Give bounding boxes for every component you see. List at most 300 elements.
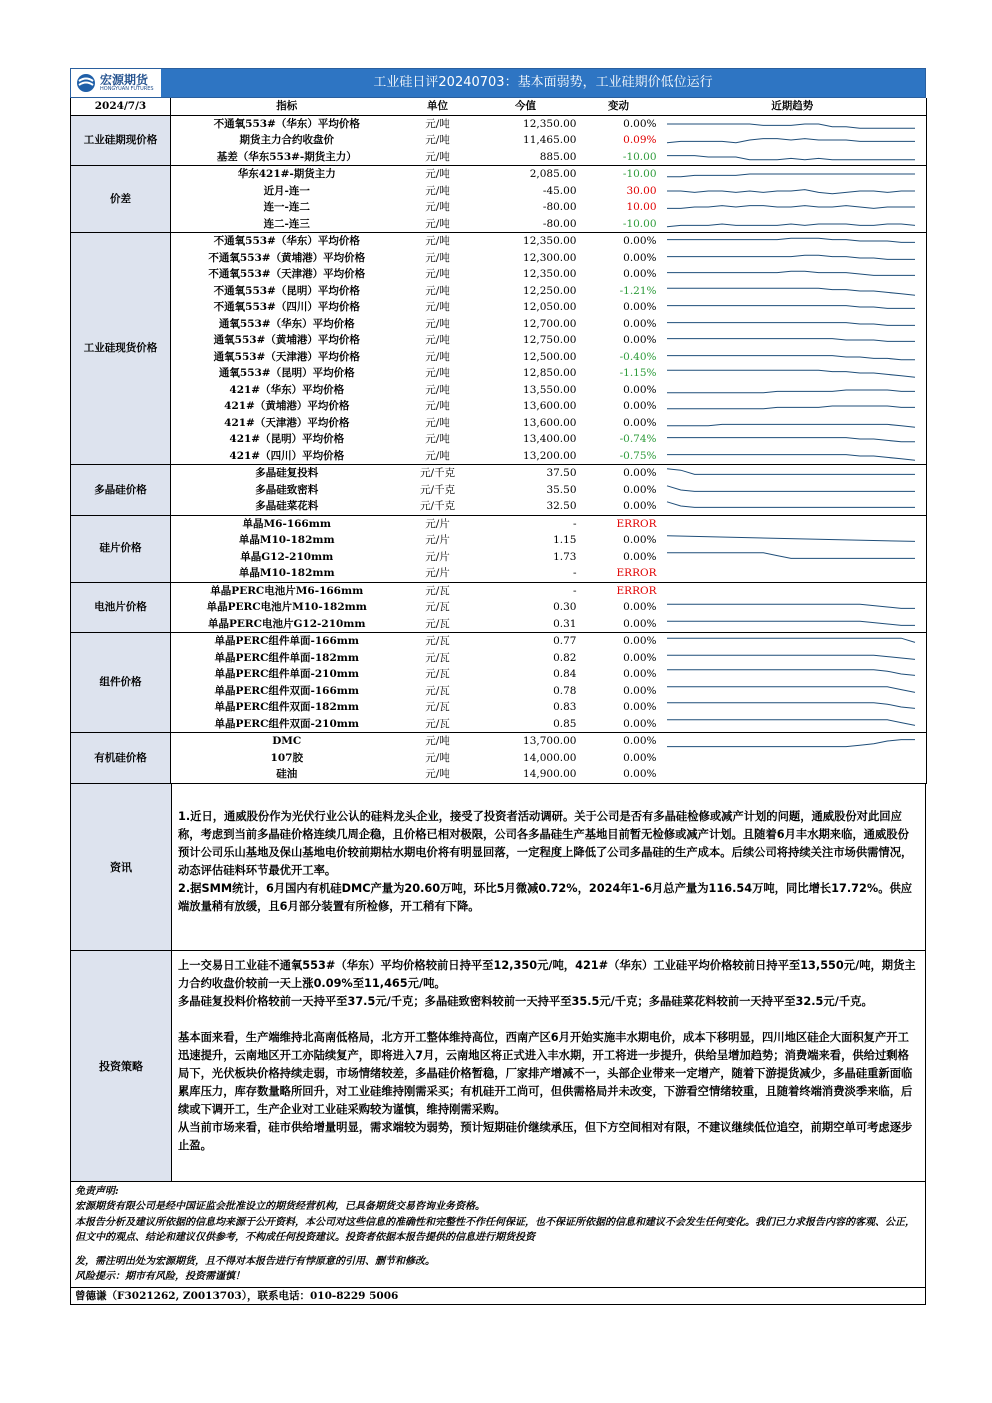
table-row: [71, 349, 927, 366]
indicator-name: 通氧553#（黄埔港）平均价格: [213, 334, 360, 346]
table-row: [71, 365, 927, 382]
sparkline-path: [667, 670, 915, 676]
table-row: [71, 316, 927, 333]
unit-cell: 元/千克: [403, 465, 473, 482]
table-row: [71, 398, 927, 415]
sparkline-path: [667, 322, 915, 325]
sparkline-svg: [659, 565, 923, 581]
sparkline-path: [667, 469, 915, 475]
unit-cell: 元/吨: [425, 350, 450, 363]
table-row: [71, 115, 927, 132]
table-row: [71, 582, 927, 599]
sparkline-path: [667, 124, 915, 128]
indicator-name: 不通氧553#（华东）平均价格: [171, 233, 403, 250]
sparkline-svg: [659, 616, 923, 632]
trend-sparkline: [659, 250, 927, 267]
indicator-name: 近月-连一: [263, 184, 310, 197]
indicator-name: 单晶M10-182mm: [238, 534, 335, 546]
unit-cell: 元/瓦: [425, 668, 450, 680]
trend-sparkline: [659, 716, 927, 733]
sparkline-svg: [659, 266, 923, 282]
sparkline-svg: [659, 633, 923, 649]
category-label: 组件价格: [71, 633, 171, 733]
indicator-name: 多晶硅致密料: [255, 483, 319, 496]
change-cell: 0.00%: [623, 400, 657, 412]
unit-cell: 元/吨: [425, 433, 450, 445]
report-title: 工业硅日评20240703：基本面弱势，工业硅期价低位运行: [373, 75, 713, 90]
sparkline-path: [667, 604, 915, 608]
value-cell: 12,700.00: [523, 317, 577, 330]
indicator-name: 华东421#-期货主力: [171, 166, 403, 183]
table-row: [71, 482, 927, 499]
unit-cell: 元/吨: [425, 383, 450, 396]
trend-sparkline: [659, 233, 927, 250]
value-cell: 12,350.00: [523, 268, 577, 280]
change-cell: -10.00: [622, 150, 657, 163]
sparkline-svg: [659, 132, 923, 148]
value-cell: 12,850.00: [523, 367, 577, 379]
sparkline-path: [667, 536, 915, 542]
trend-sparkline: [659, 332, 927, 349]
table-row: [71, 332, 927, 349]
value-cell: 0.30: [553, 601, 577, 613]
change-cell: 0.00%: [623, 251, 657, 264]
table-row: [71, 633, 927, 650]
value-cell: -: [473, 582, 579, 599]
table-row: [71, 599, 927, 616]
unit-cell: 元/瓦: [425, 717, 450, 730]
change-cell: -1.21%: [619, 284, 657, 297]
sparkline-svg: [659, 365, 923, 381]
news-paragraph-2: 2.据SMM统计，6月国内有机硅DMC产量为20.60万吨，环比5月微减0.72%，2024年1-6月总产量为116.54万吨，同比增长17.72%。供应端放量稍有放缓，且6月部分装置有所检修，开工稍有下降。: [178, 881, 913, 913]
change-cell: ERROR: [616, 567, 657, 579]
trend-sparkline: [659, 699, 927, 716]
trend-sparkline: [659, 216, 927, 233]
sparkline-svg: [659, 532, 923, 548]
col-change: 变动: [579, 98, 659, 115]
unit-cell: 元/千克: [419, 483, 456, 496]
value-cell: 12,350.00: [473, 115, 579, 132]
news-label: 资讯: [71, 784, 172, 950]
value-cell: 13,600.00: [523, 400, 577, 412]
sparkline-path: [667, 687, 915, 693]
trend-sparkline: [659, 199, 927, 216]
sparkline-path: [667, 438, 915, 442]
trend-sparkline: [659, 565, 927, 582]
value-cell: 1.15: [553, 534, 577, 546]
strategy-paragraph-3: 基本面来看，生产端维持北高南低格局，北方开工整体维持高位，西南产区6月开始实施丰水期电价，成本下移明显，四川地区硅企大面积复产开工迅速提升，云南地区开工亦陆续复产，即将进入7月，云南地区将正式进入丰水期，开工将进一步提升，供给呈增加趋势；消费端来看，供给过剩格局下，光伏板块价格持续走弱，市场情绪较差，多晶硅价格暂稳，厂家排产增减不一，头部企业带来一定增产，随着下游提货减少，多晶硅重新面临累库压力，库存数量略所回升，对工业硅维持刚需采买；有机硅开工尚可，但供需格局并未改变，下游看空情绪较重，且随着终端消费淡季来临，后续或下调开工，生产企业对工业硅采购较为谨慎，维持刚需采购。: [178, 1030, 913, 1116]
sparkline-svg: [659, 382, 923, 398]
table-row: [71, 448, 927, 465]
strategy-body: [172, 951, 925, 1181]
logo-text: 宏源期货: [100, 73, 149, 87]
indicator-name: 单晶M6-166mm: [171, 515, 403, 532]
sparkline-svg: [659, 166, 923, 182]
change-cell: 0.00%: [579, 465, 659, 482]
trend-sparkline: [659, 532, 927, 549]
strategy-spacer: [178, 1011, 919, 1029]
unit-cell: 元/吨: [425, 251, 450, 264]
change-cell: 0.00%: [623, 751, 657, 764]
change-cell: 0.00%: [623, 317, 657, 330]
indicator-name: 多晶硅复投料: [171, 465, 403, 482]
change-cell: 0.00%: [623, 550, 657, 563]
indicator-name: 单晶PERC组件双面-166mm: [214, 684, 359, 697]
trend-sparkline: [659, 349, 927, 366]
change-cell: 0.00%: [579, 633, 659, 650]
sparkline-path: [667, 206, 915, 209]
trend-sparkline: [659, 582, 927, 599]
trend-sparkline: [659, 549, 927, 566]
trend-sparkline: [659, 599, 927, 616]
change-cell: 0.00%: [623, 500, 657, 512]
indicator-name: 107胶: [270, 751, 303, 764]
sparkline-path: [667, 255, 915, 259]
indicator-name: 单晶PERC组件双面-182mm: [214, 701, 359, 713]
value-cell: 13,200.00: [523, 449, 577, 462]
indicator-name: 单晶PERC组件单面-166mm: [171, 633, 403, 650]
report-header: [70, 68, 926, 98]
change-cell: 0.00%: [623, 701, 657, 713]
sparkline-path: [667, 189, 915, 193]
value-cell: 0.84: [553, 668, 577, 680]
trend-sparkline: [659, 415, 927, 432]
sparkline-path: [667, 655, 915, 659]
unit-cell: 元/千克: [419, 500, 456, 512]
indicator-name: 421#（黄埔港）平均价格: [224, 400, 350, 412]
change-cell: 0.00%: [623, 617, 657, 630]
unit-cell: 元/片: [425, 567, 450, 579]
table-row: [71, 149, 927, 166]
strategy-label: 投资策略: [71, 951, 172, 1181]
indicator-name: 不通氧553#（黄埔港）平均价格: [208, 251, 366, 264]
trend-sparkline: [659, 448, 927, 465]
value-cell: 13,600.00: [523, 416, 577, 429]
value-cell: 13,700.00: [473, 733, 579, 750]
change-cell: ERROR: [579, 582, 659, 599]
sparkline-path: [667, 238, 915, 242]
category-label: 工业硅期现价格: [71, 115, 171, 166]
sparkline-svg: [659, 716, 923, 732]
trend-sparkline: [659, 750, 927, 767]
table-row: [71, 766, 927, 783]
table-row: [71, 750, 927, 767]
unit-cell: 元/吨: [425, 400, 450, 412]
unit-cell: 元/吨: [425, 217, 450, 230]
unit-cell: 元/片: [403, 515, 473, 532]
unit-cell: 元/吨: [403, 766, 473, 783]
unit-cell: 元/吨: [425, 317, 450, 330]
sparkline-svg: [659, 516, 923, 532]
col-indicator: 指标: [171, 98, 403, 115]
sparkline-path: [667, 355, 915, 359]
change-cell: -0.40%: [619, 350, 657, 363]
table-row: [71, 283, 927, 300]
value-cell: 0.82: [553, 651, 577, 664]
table-row: [71, 216, 927, 233]
value-cell: 14,900.00: [473, 766, 579, 783]
indicator-name: 单晶PERC电池片M10-182mm: [206, 601, 367, 613]
change-cell: 0.00%: [623, 534, 657, 546]
value-cell: 12,300.00: [523, 251, 577, 264]
table-row: [71, 465, 927, 482]
value-cell: 37.50: [473, 465, 579, 482]
value-cell: -: [572, 567, 577, 579]
table-row: [71, 250, 927, 267]
table-row: [71, 431, 927, 448]
sparkline-path: [667, 288, 915, 295]
trend-sparkline: [659, 365, 927, 382]
sparkline-svg: [659, 498, 923, 514]
unit-cell: 元/片: [425, 534, 450, 546]
indicator-name: 不通氧553#（四川）平均价格: [213, 301, 360, 313]
change-cell: 0.00%: [623, 301, 657, 313]
category-label: 多晶硅价格: [71, 465, 171, 516]
disclaimer-line-3: 发，需注明出处为宏源期货，且不得对本报告进行有悖原意的引用、删节和修改。: [75, 1255, 435, 1267]
value-cell: 14,000.00: [523, 751, 577, 764]
sparkline-svg: [659, 299, 923, 315]
trend-sparkline: [659, 316, 927, 333]
col-trend: 近期趋势: [659, 98, 927, 115]
report-page: [70, 68, 926, 1305]
sparkline-path: [667, 155, 915, 159]
change-cell: 0.00%: [623, 483, 657, 496]
unit-cell: 元/吨: [425, 416, 450, 429]
sparkline-path: [667, 638, 915, 642]
indicator-name: 421#（天津港）平均价格: [224, 416, 350, 429]
sparkline-svg: [659, 349, 923, 365]
change-cell: 0.09%: [623, 134, 657, 146]
unit-cell: 元/瓦: [425, 601, 450, 613]
indicator-name: 单晶PERC组件单面-210mm: [214, 668, 359, 680]
table-row: [71, 166, 927, 183]
trend-sparkline: [659, 166, 927, 183]
sparkline-svg: [659, 766, 923, 782]
category-label: 工业硅现货价格: [71, 233, 171, 465]
trend-sparkline: [659, 149, 927, 166]
change-cell: ERROR: [579, 515, 659, 532]
indicator-name: 多晶硅菜花料: [255, 500, 319, 512]
change-cell: -1.15%: [619, 367, 657, 379]
strategy-section: [70, 951, 926, 1182]
trend-sparkline: [659, 382, 927, 399]
sparkline-path: [667, 339, 915, 342]
unit-cell: 元/吨: [425, 134, 450, 146]
value-cell: 12,750.00: [523, 334, 577, 346]
indicator-name: 期货主力合约收盘价: [239, 134, 334, 146]
indicator-name: 单晶PERC组件双面-210mm: [214, 717, 359, 730]
strategy-paragraph-4: 从当前市场来看，硅市供给增量明显，需求端较为弱势，预计短期硅价继续承压，但下方空间相对有限，不建议继续低位追空，前期空单可考虑逐步止盈。: [178, 1120, 913, 1152]
indicator-name: 不通氧553#（昆明）平均价格: [213, 284, 360, 297]
value-cell: 13,550.00: [523, 383, 577, 396]
unit-cell: 元/吨: [425, 201, 450, 213]
sparkline-path: [667, 139, 915, 143]
sparkline-svg: [659, 733, 923, 749]
col-unit: 单位: [403, 98, 473, 115]
trend-sparkline: [659, 482, 927, 499]
table-row: [71, 498, 927, 515]
indicator-name: 通氧553#（昆明）平均价格: [218, 367, 355, 379]
table-row: [71, 183, 927, 200]
indicator-name: 421#（华东）平均价格: [229, 383, 345, 396]
trend-sparkline: [659, 398, 927, 415]
trend-sparkline: [659, 283, 927, 300]
indicator-name: 连一-连二: [263, 201, 310, 213]
price-table: [70, 98, 927, 784]
change-cell: 0.00%: [579, 733, 659, 750]
change-cell: 0.00%: [623, 416, 657, 429]
unit-cell: 元/吨: [425, 751, 450, 764]
sparkline-svg: [659, 750, 923, 766]
value-cell: 12,050.00: [523, 301, 577, 313]
change-cell: 0.00%: [623, 383, 657, 396]
hongyuan-logo-icon: [75, 73, 97, 93]
sparkline-svg: [659, 283, 923, 299]
news-section: [70, 784, 926, 951]
sparkline-path: [667, 390, 915, 393]
sparkline-svg: [659, 482, 923, 498]
sparkline-svg: [659, 398, 923, 414]
change-cell: -0.74%: [619, 433, 657, 445]
strategy-paragraph-1: 上一交易日工业硅不通氧553#（华东）平均价格较前日持平至12,350元/吨，421#（华东）工业硅平均价格较前日持平至13,550元/吨，期货主力合约收盘价较前一天上涨0.09%至11,465元/吨。: [178, 958, 916, 990]
trend-sparkline: [659, 431, 927, 448]
sparkline-svg: [659, 650, 923, 666]
table-row: [71, 650, 927, 667]
indicator-name: 硅油: [171, 766, 403, 783]
unit-cell: 元/吨: [425, 334, 450, 346]
category-label: 电池片价格: [71, 582, 171, 633]
disclaimer-line-2: 本报告分析及建议所依据的信息均来源于公开资料，本公司对这些信息的准确性和完整性不作任何保证，也不保证所依据的信息和建议不会发生任何变化。我们已力求报告内容的客观、公正，但文中的观点、结论和建议仅供参考，不构成任何投资建议。投资者依据本报告提供的信息进行期货投资: [75, 1216, 915, 1243]
indicator-name: 421#（昆明）平均价格: [229, 433, 345, 445]
sparkline-svg: [659, 199, 923, 215]
sparkline-svg: [659, 465, 923, 481]
table-row: [71, 233, 927, 250]
value-cell: 32.50: [546, 500, 577, 512]
unit-cell: 元/瓦: [425, 684, 450, 697]
disclaimer: [70, 1182, 926, 1288]
value-cell: 0.85: [553, 717, 577, 730]
sparkline-svg: [659, 683, 923, 699]
indicator-name: 连二-连三: [263, 217, 310, 230]
table-row: [71, 132, 927, 149]
trend-sparkline: [659, 683, 927, 700]
sparkline-svg: [659, 316, 923, 332]
change-cell: 0.00%: [623, 668, 657, 680]
unit-cell: 元/吨: [425, 150, 450, 163]
unit-cell: 元/吨: [403, 233, 473, 250]
value-cell: 12,350.00: [473, 233, 579, 250]
news-paragraph-1: 1.近日，通威股份作为光伏行业公认的硅料龙头企业，接受了投资者活动调研。关于公司是否有多晶硅检修或减产计划的问题，通威股份对此回应称，考虑到当前多晶硅价格连续几周企稳，且价格已相对极限，公司各多晶硅生产基地目前暂无检修或减产计划。且随着6月丰水期来临，通威股份预计公司乐山基地及保山基地电价较前期枯水期电价将有明显回落，一定程度上降低了公司多晶硅的生产成本。后续公司将持续关注市场供需情况，动态评估硅料环节最优开工率。: [178, 809, 913, 877]
unit-cell: 元/吨: [403, 733, 473, 750]
change-cell: -0.75%: [619, 449, 657, 462]
change-cell: 0.00%: [623, 717, 657, 730]
indicator-name: 不通氧553#（天津港）平均价格: [208, 268, 366, 280]
sparkline-path: [667, 621, 915, 625]
sparkline-path: [667, 370, 915, 377]
disclaimer-title: 免责声明:: [75, 1185, 119, 1197]
sparkline-svg: [659, 699, 923, 715]
indicator-name: DMC: [171, 733, 403, 750]
unit-cell: 元/吨: [425, 268, 450, 280]
report-date: 2024/7/3: [71, 98, 171, 115]
change-cell: 0.00%: [579, 766, 659, 783]
sparkline-path: [667, 553, 915, 559]
sparkline-path: [667, 486, 915, 492]
trend-sparkline: [659, 733, 927, 750]
value-cell: 13,400.00: [523, 433, 577, 445]
trend-sparkline: [659, 299, 927, 316]
value-cell: 0.83: [553, 701, 577, 713]
value-cell: 0.31: [553, 617, 577, 630]
sparkline-svg: [659, 216, 923, 232]
unit-cell: 元/片: [425, 550, 450, 563]
analyst-contact: 曾德谦（F3021262, Z0013703），联系电话：010-8229 5006: [70, 1288, 926, 1305]
sparkline-svg: [659, 666, 923, 682]
table-header-row: [71, 98, 927, 115]
table-row: [71, 683, 927, 700]
trend-sparkline: [659, 766, 927, 783]
sparkline-svg: [659, 149, 923, 165]
table-row: [71, 515, 927, 532]
indicator-name: 不通氧553#（华东）平均价格: [171, 115, 403, 132]
sparkline-svg: [659, 415, 923, 431]
sparkline-path: [667, 703, 915, 709]
unit-cell: 元/吨: [425, 449, 450, 462]
value-cell: -: [473, 515, 579, 532]
value-cell: 12,500.00: [523, 350, 577, 363]
sparkline-path: [667, 424, 915, 427]
value-cell: 35.50: [546, 483, 577, 496]
risk-warning: 风险提示：期市有风险，投资需谨慎！: [75, 1271, 245, 1282]
unit-cell: 元/吨: [403, 115, 473, 132]
sparkline-svg: [659, 332, 923, 348]
unit-cell: 元/吨: [425, 284, 450, 297]
change-cell: 0.00%: [623, 334, 657, 346]
change-cell: 0.00%: [579, 233, 659, 250]
value-cell: 1.73: [553, 550, 577, 563]
sparkline-path: [667, 502, 915, 508]
table-row: [71, 532, 927, 549]
indicator-name: 单晶G12-210mm: [240, 550, 334, 563]
sparkline-svg: [659, 431, 923, 447]
category-label: 有机硅价格: [71, 733, 171, 784]
unit-cell: 元/吨: [403, 166, 473, 183]
trend-sparkline: [659, 498, 927, 515]
sparkline-svg: [659, 116, 923, 132]
trend-sparkline: [659, 132, 927, 149]
trend-sparkline: [659, 633, 927, 650]
indicator-name: 基差（华东553#-期货主力）: [216, 150, 357, 163]
value-cell: -45.00: [542, 184, 577, 197]
table-row: [71, 699, 927, 716]
table-row: [71, 716, 927, 733]
trend-sparkline: [659, 515, 927, 532]
sparkline-path: [667, 271, 915, 275]
sparkline-svg: [659, 448, 923, 464]
value-cell: -80.00: [542, 201, 577, 213]
strategy-paragraph-2: 多晶硅复投料价格较前一天持平至37.5元/千克；多晶硅致密料较前一天持平至35.5元/千克；多晶硅菜花料较前一天持平至32.5元/千克。: [178, 994, 873, 1008]
value-cell: -80.00: [542, 217, 577, 230]
sparkline-svg: [659, 583, 923, 599]
change-cell: 0.00%: [579, 115, 659, 132]
sparkline-path: [667, 174, 915, 177]
sparkline-path: [667, 306, 915, 309]
trend-sparkline: [659, 115, 927, 132]
indicator-name: 单晶M10-182mm: [238, 567, 335, 579]
table-row: [71, 415, 927, 432]
trend-sparkline: [659, 266, 927, 283]
change-cell: 0.00%: [623, 601, 657, 613]
